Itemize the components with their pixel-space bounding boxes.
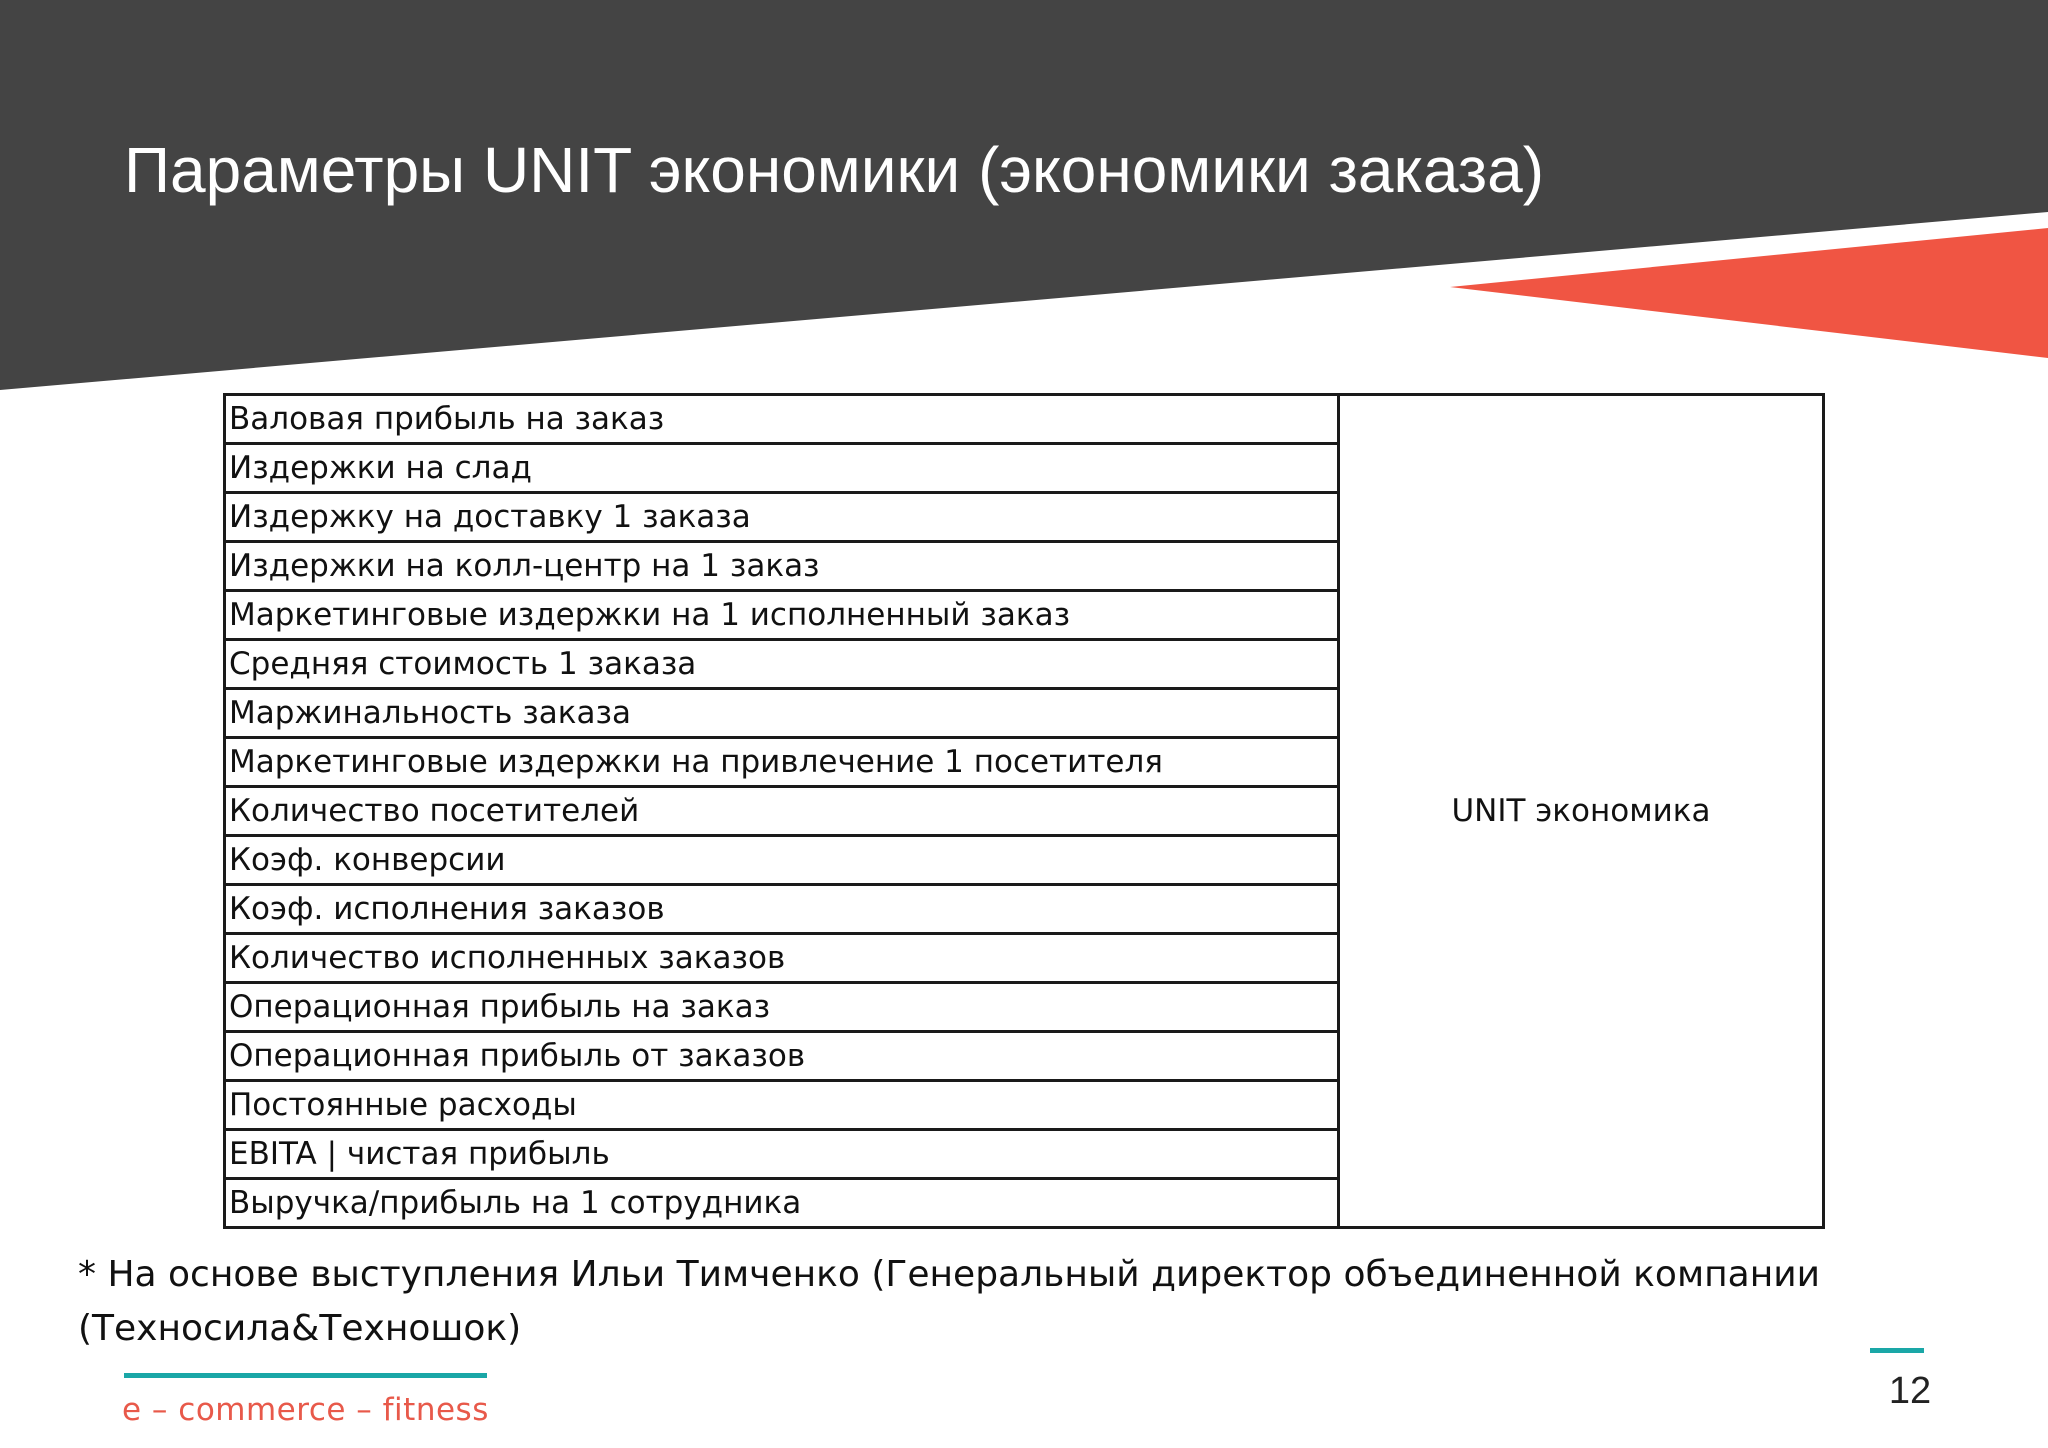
parameter-cell: Маркетинговые издержки на привлечение 1 посетителя — [225, 738, 1339, 787]
footnote: * На основе выступления Ильи Тимченко (Генеральный директор объединенной компании (Техносила&Техношок) — [78, 1254, 1821, 1349]
brand-logo: e – commerce – fitness — [122, 1392, 489, 1428]
unit-economics-cell: UNIT экономика — [1339, 395, 1824, 1228]
parameter-cell: Маркетинговые издержки на 1 исполненный заказ — [225, 591, 1339, 640]
parameter-cell: Выручка/прибыль на 1 сотрудника — [225, 1179, 1339, 1228]
parameters-table — [223, 393, 1825, 1229]
parameter-cell: Маржинальность заказа — [225, 689, 1339, 738]
parameter-cell: Издержки на колл-центр на 1 заказ — [225, 542, 1339, 591]
parameter-cell: Операционная прибыль от заказов — [225, 1032, 1339, 1081]
page-number: 12 — [1888, 1370, 1932, 1412]
parameter-cell: EBITA | чистая прибыль — [225, 1130, 1339, 1179]
page-number-accent — [1870, 1348, 1924, 1353]
parameter-cell: Постоянные расходы — [225, 1081, 1339, 1130]
brand-underline — [124, 1373, 487, 1378]
parameter-cell: Коэф. исполнения заказов — [225, 885, 1339, 934]
parameter-cell: Средняя стоимость 1 заказа — [225, 640, 1339, 689]
parameter-cell: Количество посетителей — [225, 787, 1339, 836]
parameter-cell: Валовая прибыль на заказ — [225, 395, 1339, 444]
parameter-cell: Издержки на слад — [225, 444, 1339, 493]
slide-title: Параметры UNIT экономики (экономики заказа) — [124, 134, 1545, 206]
parameter-cell: Издержку на доставку 1 заказа — [225, 493, 1339, 542]
parameter-cell: Операционная прибыль на заказ — [225, 983, 1339, 1032]
parameter-cell: Количество исполненных заказов — [225, 934, 1339, 983]
parameter-cell: Коэф. конверсии — [225, 836, 1339, 885]
table-row — [225, 395, 1824, 444]
